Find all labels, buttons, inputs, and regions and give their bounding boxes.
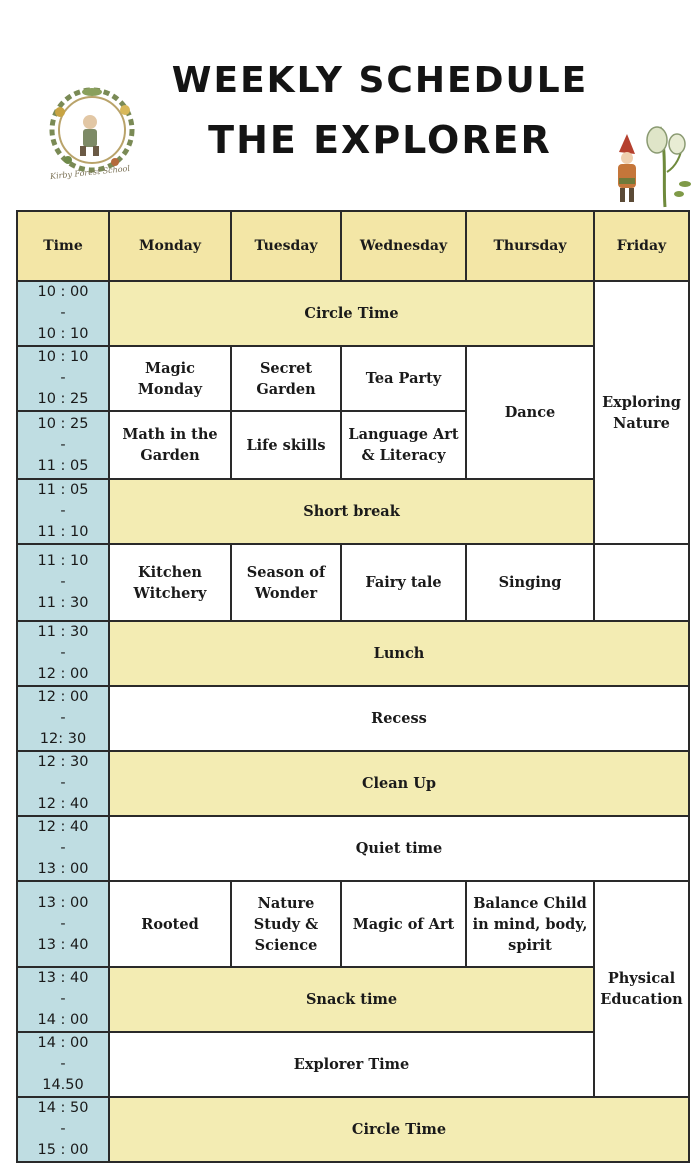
quiet-time-cell: Quiet time bbox=[109, 816, 689, 881]
header-monday: Monday bbox=[109, 211, 231, 281]
table-row bbox=[17, 751, 689, 816]
circle-time-end-cell: Circle Time bbox=[109, 1097, 689, 1162]
table-row bbox=[17, 967, 689, 1032]
table-row bbox=[17, 621, 689, 686]
header-friday: Friday bbox=[594, 211, 689, 281]
life-skills-cell: Life skills bbox=[231, 411, 341, 479]
header-row bbox=[17, 211, 689, 281]
season-wonder-cell: Season of Wonder bbox=[231, 544, 341, 621]
singing-cell: Singing bbox=[466, 544, 594, 621]
header-time: Time bbox=[17, 211, 109, 281]
friday-blank-cell bbox=[594, 544, 689, 621]
recess-cell: Recess bbox=[109, 686, 689, 751]
time-cell: 11 : 10 - 11 : 30 bbox=[17, 544, 109, 621]
math-garden-cell: Math in the Garden bbox=[109, 411, 231, 479]
time-cell: 14 : 00 - 14.50 bbox=[17, 1032, 109, 1097]
rooted-cell: Rooted bbox=[109, 881, 231, 967]
time-cell: 11 : 05 - 11 : 10 bbox=[17, 479, 109, 544]
kitchen-witchery-cell: Kitchen Witchery bbox=[109, 544, 231, 621]
header-wednesday: Wednesday bbox=[341, 211, 466, 281]
time-cell: 12 : 30 - 12 : 40 bbox=[17, 751, 109, 816]
header-thursday: Thursday bbox=[466, 211, 594, 281]
logo-text: Kirby Forest School bbox=[49, 163, 131, 182]
exploring-nature-cell: Exploring Nature bbox=[594, 281, 689, 544]
tea-party-cell: Tea Party bbox=[341, 346, 466, 411]
physical-education-cell: Physical Education bbox=[594, 881, 689, 1097]
table-row bbox=[17, 479, 689, 544]
table-row bbox=[17, 816, 689, 881]
dance-cell: Dance bbox=[466, 346, 594, 479]
gnome-illustration bbox=[605, 112, 695, 212]
fairy-tale-cell: Fairy tale bbox=[341, 544, 466, 621]
secret-garden-cell: Secret Garden bbox=[231, 346, 341, 411]
schedule-table bbox=[16, 210, 690, 1163]
magic-art-cell: Magic of Art bbox=[341, 881, 466, 967]
snack-time-cell: Snack time bbox=[109, 967, 594, 1032]
header-tuesday: Tuesday bbox=[231, 211, 341, 281]
clean-up-cell: Clean Up bbox=[109, 751, 689, 816]
table-row bbox=[17, 1032, 689, 1097]
time-cell: 12 : 00 - 12: 30 bbox=[17, 686, 109, 751]
table-row bbox=[17, 881, 689, 967]
time-cell: 10 : 10 - 10 : 25 bbox=[17, 346, 109, 411]
table-row bbox=[17, 346, 689, 411]
magic-monday-cell: Magic Monday bbox=[109, 346, 231, 411]
table-row bbox=[17, 686, 689, 751]
explorer-time-cell: Explorer Time bbox=[109, 1032, 594, 1097]
nature-study-cell: Nature Study & Science bbox=[231, 881, 341, 967]
circle-time-cell: Circle Time bbox=[109, 281, 594, 346]
time-cell: 11 : 30 - 12 : 00 bbox=[17, 621, 109, 686]
time-cell: 10 : 00 - 10 : 10 bbox=[17, 281, 109, 346]
page-title: WEEKLY SCHEDULE bbox=[171, 60, 589, 101]
time-cell: 13 : 00 - 13 : 40 bbox=[17, 881, 109, 967]
balance-child-cell: Balance Child in mind, body, spirit bbox=[466, 881, 594, 967]
time-cell: 14 : 50 - 15 : 00 bbox=[17, 1097, 109, 1162]
time-cell: 10 : 25 - 11 : 05 bbox=[17, 411, 109, 479]
time-cell: 13 : 40 - 14 : 00 bbox=[17, 967, 109, 1032]
short-break-cell: Short break bbox=[109, 479, 594, 544]
time-cell: 12 : 40 - 13 : 00 bbox=[17, 816, 109, 881]
page-subtitle: THE EXPLORER bbox=[208, 118, 552, 162]
language-art-cell: Language Art & Literacy bbox=[341, 411, 466, 479]
lunch-cell: Lunch bbox=[109, 621, 689, 686]
table-row bbox=[17, 281, 689, 346]
table-row bbox=[17, 1097, 689, 1162]
table-row bbox=[17, 544, 689, 621]
